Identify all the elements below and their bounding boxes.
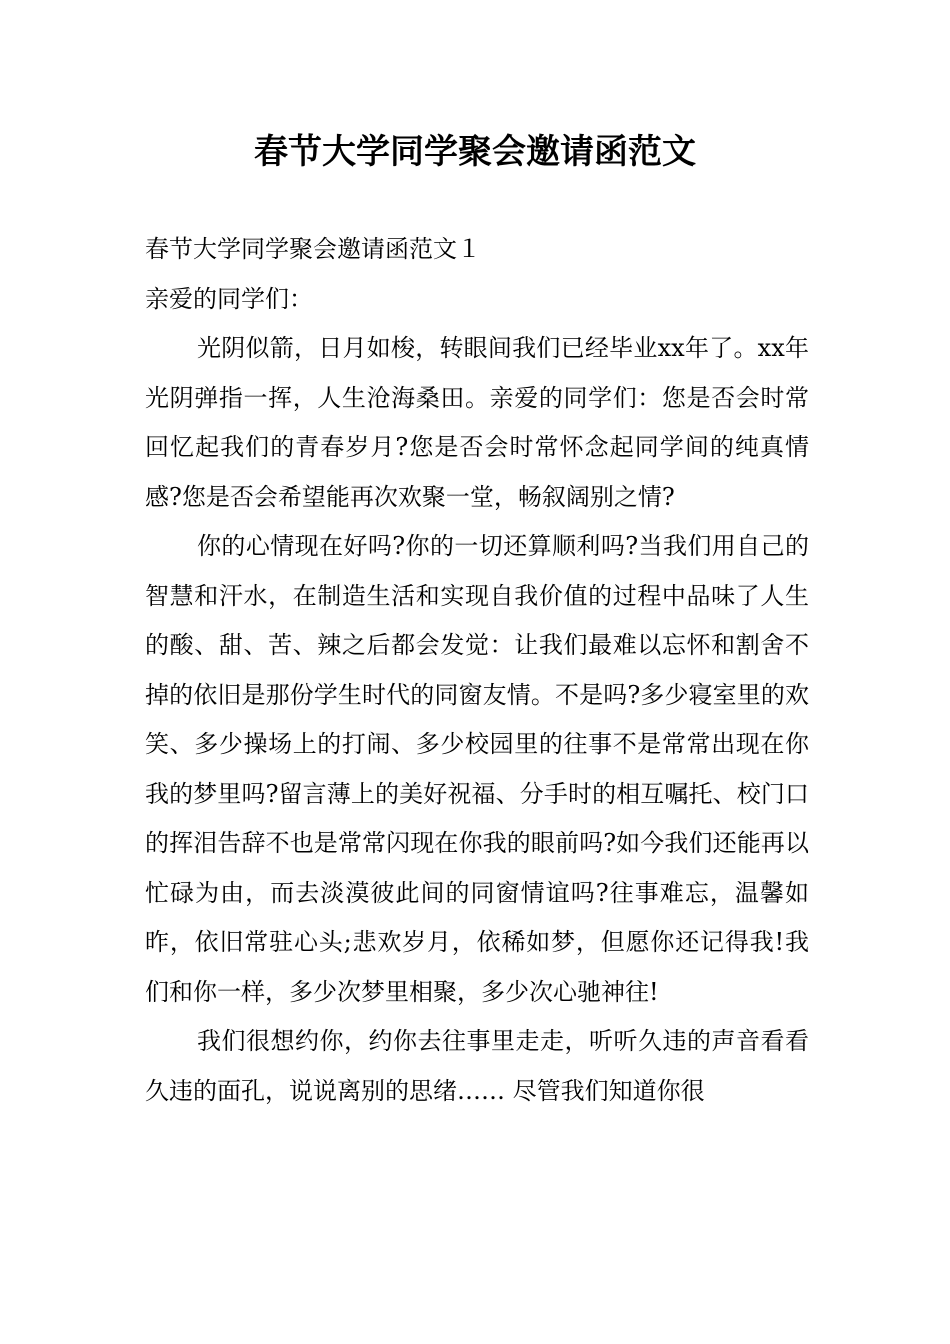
salutation: 亲爱的同学们： — [145, 284, 313, 313]
paragraph: 光阴似箭，日月如梭，转眼间我们已经毕业xx年了。xx年光阴弹指一挥，人生沧海桑田。亲爱的同学们：您是否会时常回忆起我们的青春岁月?您是否会时常怀念起同学间的纯真情感?您是否会希望能再次欢聚一堂，畅叙阔别之情? — [145, 334, 809, 511]
paragraph: 你的心情现在好吗?你的一切还算顺利吗?当我们用自己的智慧和汗水，在制造生活和实现自我价值的过程中品味了人生的酸、甜、苦、辣之后都会发觉：让我们最难以忘怀和割舍不掉的依旧是那份学生时代的同窗友情。不是吗?多少寝室里的欢笑、多少操场上的打闹、多少校园里的往事不是常常出现在你我的梦里吗?留言薄上的美好祝福、分手时的相互嘱托、校门口的挥泪告辞不也是常常闪现在你我的眼前吗?如今我们还能再以忙碌为由，而去淡漠彼此间的同窗情谊吗?往事难忘，温馨如昨，依旧常驻心头;悲欢岁月，依稀如梦，但愿你还记得我!我们和你一样，多少次梦里相聚，多少次心驰神往! — [145, 532, 809, 1006]
document-body — [145, 225, 809, 1116]
paragraph: 我们很想约你，约你去往事里走走，听听久违的声音看看久违的面孔，说说离别的思绪…… 尽管我们知道你很 — [145, 1027, 809, 1105]
document-title: 春节大学同学聚会邀请函范文 — [254, 132, 696, 172]
section-heading: 春节大学同学聚会邀请函范文１ — [145, 235, 481, 263]
